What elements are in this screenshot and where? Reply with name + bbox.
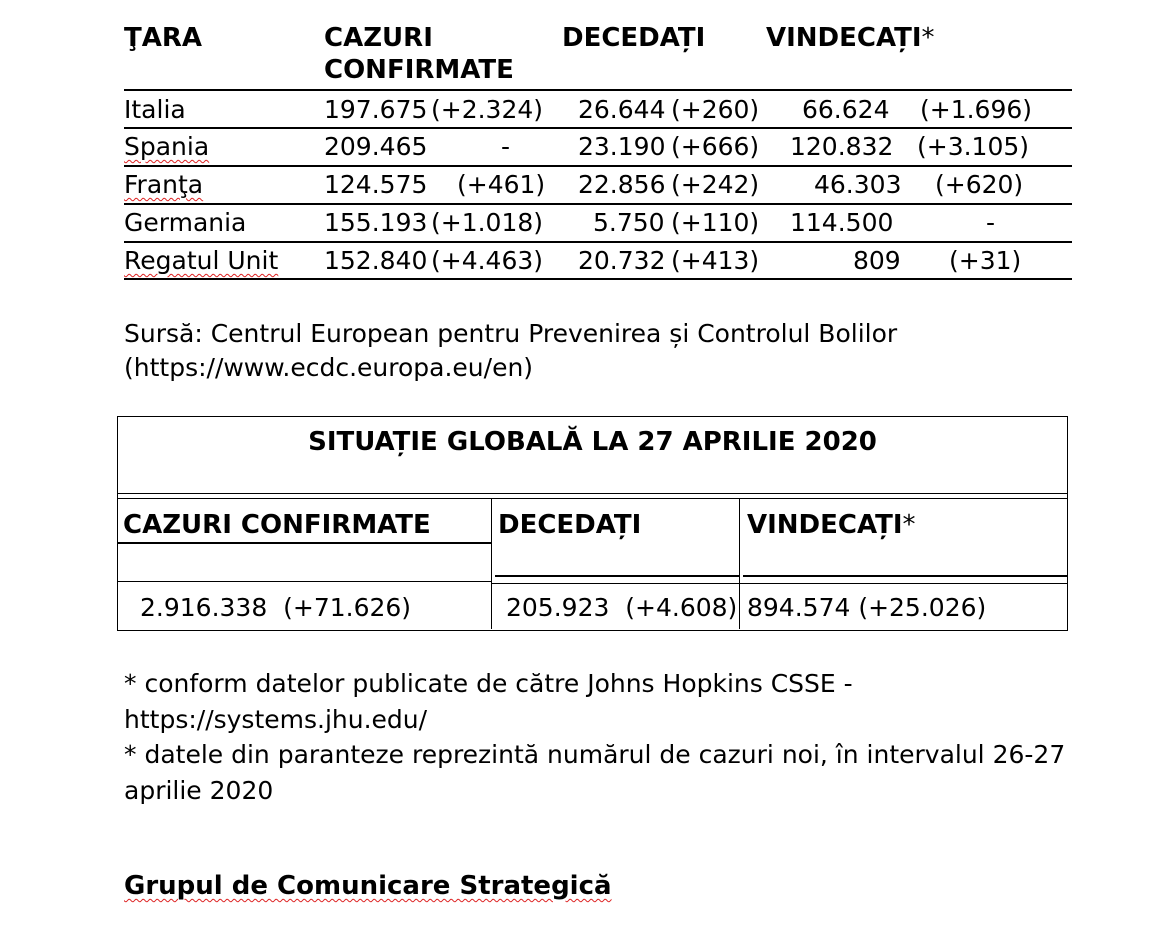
divider <box>766 89 1072 91</box>
divider <box>124 241 1072 243</box>
country-name: Italia <box>124 95 186 124</box>
footnote-jhu: * conform datelor publicate de către Johns Hopkins CSSE - <box>124 669 853 698</box>
footnote-parentheses-line2: aprilie 2020 <box>124 776 274 805</box>
header-vindecati: VINDECAȚI* <box>766 23 935 53</box>
divider <box>124 165 1072 167</box>
deaths-new: (+242) <box>671 170 760 199</box>
source-link: (https://www.ecdc.europa.eu/en) <box>124 353 534 382</box>
recovered-new: (+1.696) <box>920 95 1033 124</box>
global-recovered-value: 894.574 (+25.026) <box>747 593 987 622</box>
deaths-value: 5.750 <box>593 208 665 237</box>
header-cazuri-line1: CAZURI <box>324 23 433 53</box>
source-line1: Sursă: Centrul European pentru Prevenirea și Controlul Bolilor <box>124 319 898 348</box>
signature: Grupul de Comunicare Strategică <box>124 871 612 901</box>
divider <box>491 583 1068 584</box>
divider <box>124 127 1072 129</box>
deaths-value: 23.190 <box>578 132 666 161</box>
deaths-new: (+110) <box>671 208 760 237</box>
recovered-new: - <box>986 208 996 237</box>
cases-new: (+2.324) <box>431 95 544 124</box>
global-cases-value: 2.916.338 (+71.626) <box>140 593 412 622</box>
deaths-new: (+260) <box>671 95 760 124</box>
deaths-new: (+413) <box>671 246 760 275</box>
cases-value: 152.840 <box>324 246 428 275</box>
global-deaths-value: 205.923 (+4.608) <box>506 593 738 622</box>
cases-value: 209.465 <box>324 132 428 161</box>
header-tara: ŢARA <box>124 23 202 53</box>
divider <box>117 581 491 582</box>
divider <box>743 575 1068 577</box>
deaths-value: 22.856 <box>578 170 666 199</box>
header-cazuri-line2: CONFIRMATE <box>324 55 514 85</box>
global-table-title: SITUAȚIE GLOBALĂ LA 27 APRILIE 2020 <box>308 427 877 457</box>
divider <box>117 493 1068 494</box>
deaths-value: 26.644 <box>578 95 666 124</box>
recovered-new: (+3.105) <box>917 132 1030 161</box>
cases-new: - <box>501 132 511 161</box>
divider <box>495 575 739 577</box>
global-header-recovered: VINDECAȚI* <box>747 510 916 540</box>
cases-new: (+1.018) <box>431 208 544 237</box>
recovered-new: (+620) <box>935 170 1024 199</box>
recovered-value: 120.832 <box>790 132 894 161</box>
deaths-new: (+666) <box>671 132 760 161</box>
divider <box>124 278 1072 280</box>
cases-value: 155.193 <box>324 208 428 237</box>
footnote-parentheses: * datele din paranteze reprezintă numărul de cazuri noi, în intervalul 26-27 <box>124 740 1066 769</box>
global-header-cases: CAZURI CONFIRMATE <box>123 510 431 540</box>
recovered-value: 46.303 <box>814 170 902 199</box>
divider <box>117 498 1068 499</box>
column-divider <box>491 499 492 629</box>
recovered-value: 809 <box>853 246 901 275</box>
divider <box>124 89 766 91</box>
country-name: Germania <box>124 208 247 237</box>
cases-value: 197.675 <box>324 95 428 124</box>
country-name: Spania <box>124 132 210 161</box>
cases-new: (+4.463) <box>431 246 544 275</box>
divider <box>124 203 1072 205</box>
recovered-value: 66.624 <box>802 95 890 124</box>
footnote-jhu-link: https://systems.jhu.edu/ <box>124 705 428 734</box>
recovered-new: (+31) <box>949 246 1022 275</box>
recovered-value: 114.500 <box>790 208 894 237</box>
global-header-deaths: DECEDAȚI <box>498 510 642 540</box>
column-divider <box>739 499 740 629</box>
cases-value: 124.575 <box>324 170 428 199</box>
header-decedati: DECEDAȚI <box>562 23 706 53</box>
cases-new: (+461) <box>457 170 546 199</box>
divider <box>117 542 491 544</box>
country-name: Franţa <box>124 170 204 199</box>
country-name: Regatul Unit <box>124 246 279 275</box>
deaths-value: 20.732 <box>578 246 666 275</box>
